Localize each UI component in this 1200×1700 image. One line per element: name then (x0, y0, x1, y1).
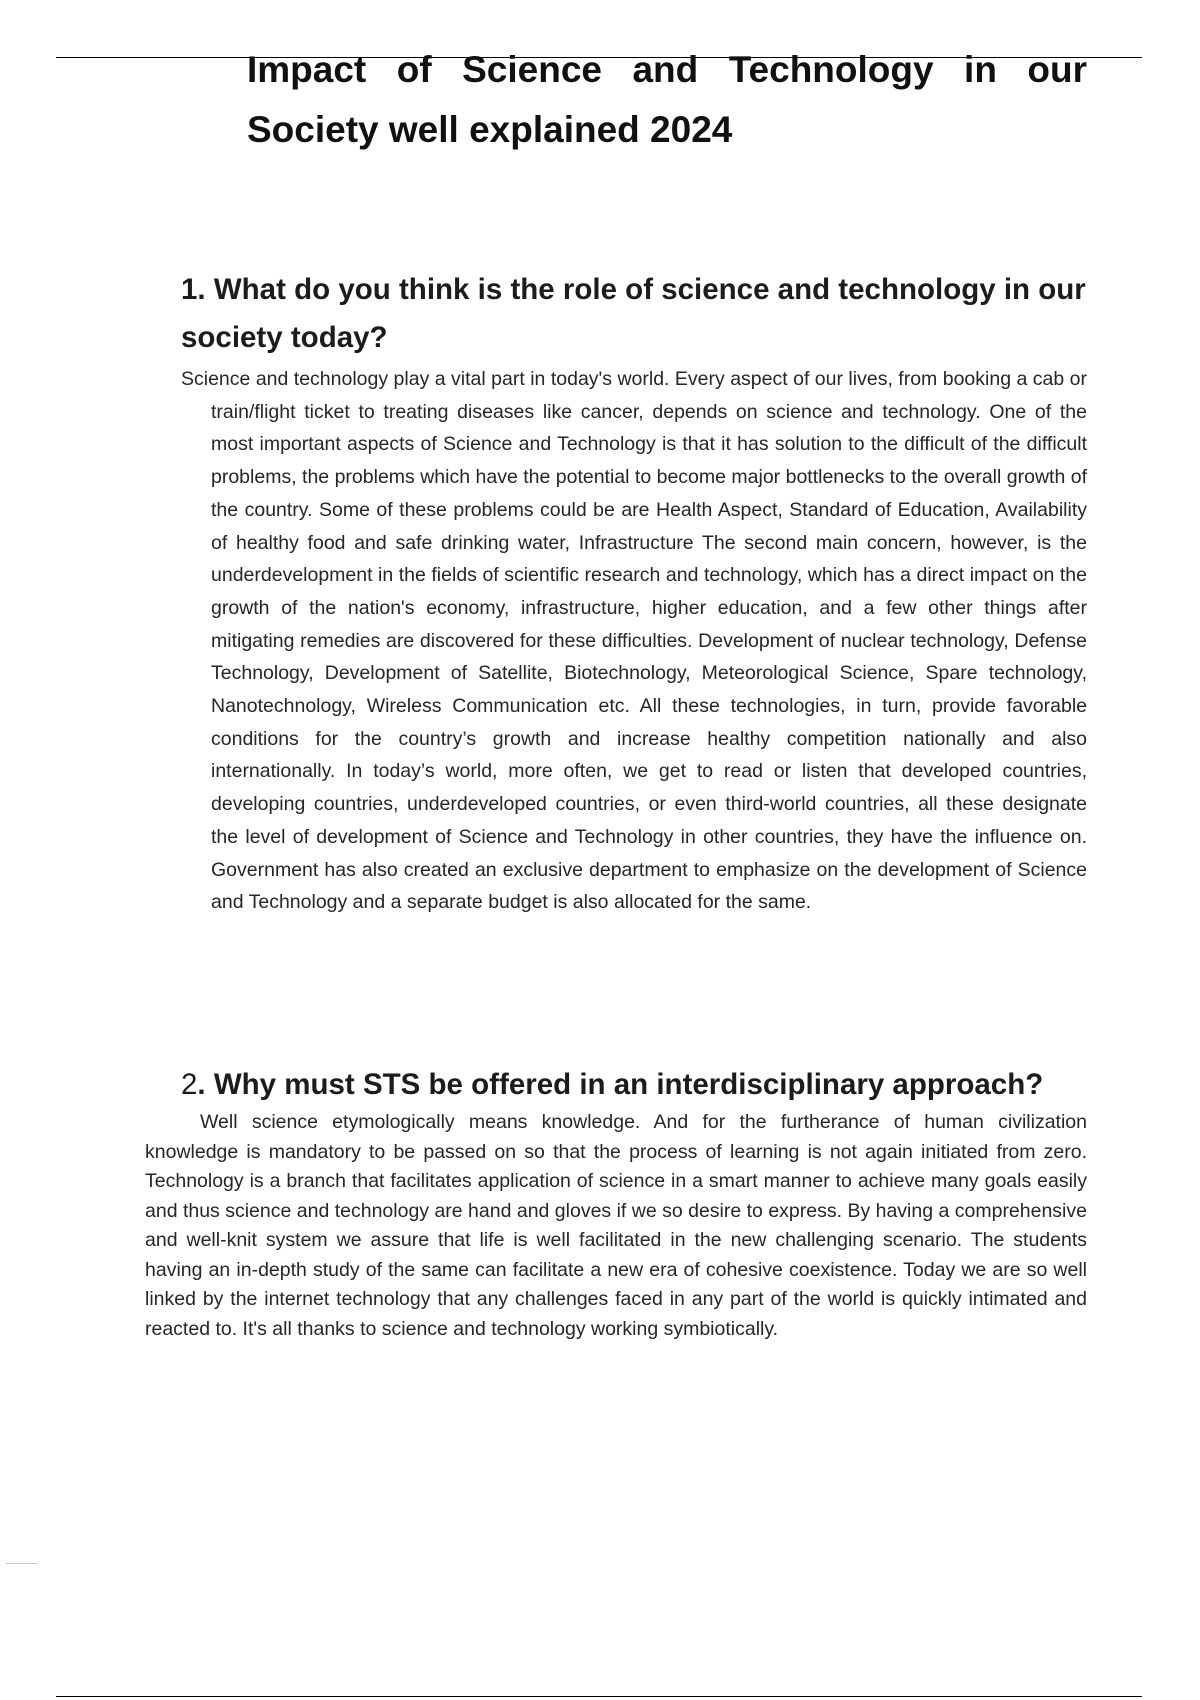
section-2-body: Well science etymologically means knowledge. And for the furtherance of human civilization knowledge is mandatory to be passed on so that the process of learning is not again initiated from zero. Technology is a branch that facilitates application of science in a smart manner to achieve many goals easily and thus science and technology are hand and gloves if we so desire to express. By having a comprehensive and well-knit system we assure that life is well facilitated in the new challenging scenario. The students having an in-depth study of the same can facilitate a new era of cohesive coexistence. Today we are so well linked by the internet technology that any challenges faced in any part of the world is quickly intimated and reacted to. It's all thanks to science and technology working symbiotically. (145, 1111, 1087, 1340)
section-2-number: 2 (181, 1068, 198, 1101)
section-1-number: 1 (181, 273, 198, 306)
section-1-body: Science and technology play a vital part in today's world. Every aspect of our lives, from booking a cab or train/flight ticket to treating diseases like cancer, depends on science and technology. One of the most important aspects of Science and Technology is that it has solution to the difficult of the difficult problems, the problems which have the potential to become major bottlenecks to the overall growth of the country. Some of these problems could be are Health Aspect, Standard of Education, Availability of healthy food and safe drinking water, Infrastructure The second main concern, however, is the underdevelopment in the fields of scientific research and technology, which has a direct impact on the growth of the nation's economy, infrastructure, higher education, and a few other things after mitigating remedies are discovered for these difficulties. Development of nuclear technology, Defense Technology, Development of Satellite, Biotechnology, Meteorological Science, Spare technology, Nanotechnology, Wireless Communication etc. All these technologies, in turn, provide favorable conditions for the country’s growth and increase healthy competition nationally and also internationally. In today’s world, more often, we get to read or listen that developed countries, developing countries, underdeveloped countries, or even third-world countries, all these designate the level of development of Science and Technology in other countries, they have the influence on. Government has also created an exclusive department to emphasize on the development of Science and Technology and a separate budget is also allocated for the same. (181, 368, 1087, 914)
document-title: Impact of Science and Technology in our Society well explained 2024 (247, 49, 1087, 150)
section-1-heading-text: . What do you think is the role of science and technology in our society today? (181, 273, 1086, 354)
section-2-heading (181, 1064, 1087, 1106)
section-2-heading-text: . Why must STS be offered in an interdisciplinary approach? (197, 1068, 1044, 1101)
section-1-heading (181, 266, 1087, 362)
margin-mark (6, 1563, 38, 1564)
bottom-rule (56, 1696, 1142, 1697)
